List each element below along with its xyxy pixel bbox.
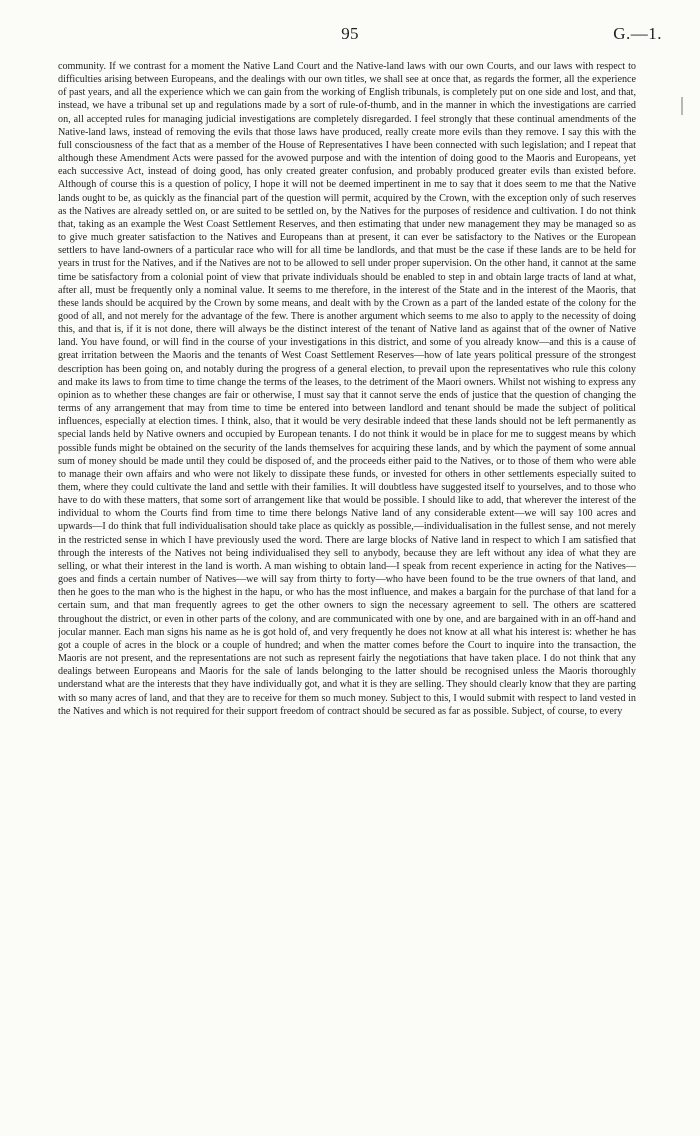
margin-mark (681, 97, 683, 115)
document-reference: G.—1. (613, 24, 662, 43)
body-paragraph: community. If we contrast for a moment the Native Land Court and the Native-land laws with our own Courts, and our laws with respect to difficulties arising between Europeans, and the dealings with our own titles, we shall see at once that, as regards the former, all the experience of past years, and all the experience which we can gain from the working of English tribunals, is completely put on one side and lost, and that, instead, we have a tribunal set up and regulations made by a sort of rule-of-thumb, and in the manner in which the investigations are carried on, all accepted rules for managing judicial investigations are completely disregarded. I feel strongly that these continual amendments of the Native-land laws, instead of removing the evils that those laws have produced, really create more evils than they remove. I say this with the full consciousness of the fact that as a member of the House of Representatives I have been connected with such legislation; and I repeat that although these Amendment Acts were passed for the avowed purpose and with the intention of doing good to the Maoris and Europeans, yet each successive Act, instead of doing good, has only created greater confusion, and probably produced greater evils than existed before. Although of course this is a question of policy, I hope it will not be deemed impertinent in me to say that it does seem to me that the Native lands ought to be, as quickly as the financial part of the question will permit, acquired by the Crown, with the exception only of such reserves as the Natives are already settled on, or are suited to be settled on, by the Natives for the purposes of residence and cultivation. I do not think that, taking as an example the West Coast Settlement Reserves, and then estimating that under new management they may be managed so as to give much greater satisfaction to the Natives and Europeans than at present, it can ever be satisfactory to the Natives or the European settlers to have land-owners of a particular race who will for all time be landlords, and that must be the case if these lands are to be held for years in trust for the Natives, and if the Natives are not to be allowed to sell under proper supervision. On the other hand, it cannot at the same time be satisfactory from a colonial point of view that private individuals should be enabled to step in and obtain large tracts of land at what, after all, must be frequently only a nominal value. It seems to me therefore, in the interest of the State and in the interest of the Maoris, that these lands should be acquired by the Crown by some means, and dealt with by the Crown as a part of the landed estate of the colony for the good of all, and not merely for the advantage of the few. There is another argument which seems to me also to apply to the necessity of doing this, and that is, if it is not done, there will always be the distinct interest of the tenant of Native land as against that of the owner of Native land. You have found, or will find in the course of your investigations in this district, and some of you already know—and this is a cause of great irritation between the Maoris and the tenants of West Coast Settlement Reserves—how of late years political pressure of the strongest description has been going on, and notably during the progress of a general election, to prevail upon the representatives who rule this colony and make its laws to from time to time change the terms of the leases, to the detriment of the Maori owners. Whilst not wishing to express any opinion as to whether these changes are fair or otherwise, I must say that it cannot serve the ends of justice that the question of changing the terms of any arrangement that may from time to time be entered into between landlord and tenant should be made the subject of political influences, especially at election times. I think, also, that it would be very desirable indeed that these lands should not be left permanently as special lands held by Native owners and occupied by European tenants. I do not think it would be in place for me to suggest means by which possible funds might be obtained on the security of the lands themselves for acquiring these lands, and by which the payment of some annual sum of money should be made until they could be disposed of, and the proceeds either paid to the Natives, or to those of them who were able to manage their own affairs and who were not likely to dissipate these funds, or invested for others in other settlements especially suited to them, where they could cultivate the land and settle with their families. It will doubtless have suggested itself to yourselves, and to those who have to do with these matters, that some sort of arrangement like that would be possible. I should like to add, that wherever the interest of the individual to whom the Courts find from time to time there belongs Native land of any considerable extent—we will say 100 acres and upwards—I do think that full individualisation should take place as quickly as possible,—individualisation in the fullest sense, and not merely in the restricted sense in which I have previously used the word. There are large blocks of Native land in respect to which I am satisfied that through the interests of the Natives not being individualised they sell to anybody, because they are left without any idea of what they are selling, or what their interest in the land is worth. A man wishing to obtain land—I speak from recent experience in acting for the Natives—goes and finds a certain number of Natives—we will say from thirty to forty—who have been found to be the true owners of that land, and then he goes to the man who is the highest in the hapu, or who has the most influence, and makes a bargain for the purchase of that land for a certain sum, and that man frequently agrees to get the other owners to sign the necessary agreement to sell. The others are scattered throughout the district, or even in other parts of the colony, and are communicated with one by one, and are bargained with in an off-hand and jocular manner. Each man signs his name as he is got hold of, and very frequently he does not know at all what his interest is: whether he has got a couple of acres in the block or a couple of hundred; and when the matter comes before the Court to inquire into the transaction, the Maoris are not present, and the representations are not such as represent fairly the negotiations that have taken place. I do not think that any dealings between Europeans and Maoris for the sale of lands belonging to the latter should be recognised unless the Maoris thoroughly understand what are the interests that they have individually got, and what it is they are selling. They should clearly know that they are parting with so many acres of land, and that they are to receive for them so much money. Subject to this, I would submit with respect to land vested in the Natives and which is not required for their support freedom of contract should be secured as far as possible. Subject, of course, to every (58, 61, 636, 717)
page-number: 95 (341, 24, 359, 43)
body-text-block (58, 60, 636, 1120)
page-header (0, 24, 700, 44)
